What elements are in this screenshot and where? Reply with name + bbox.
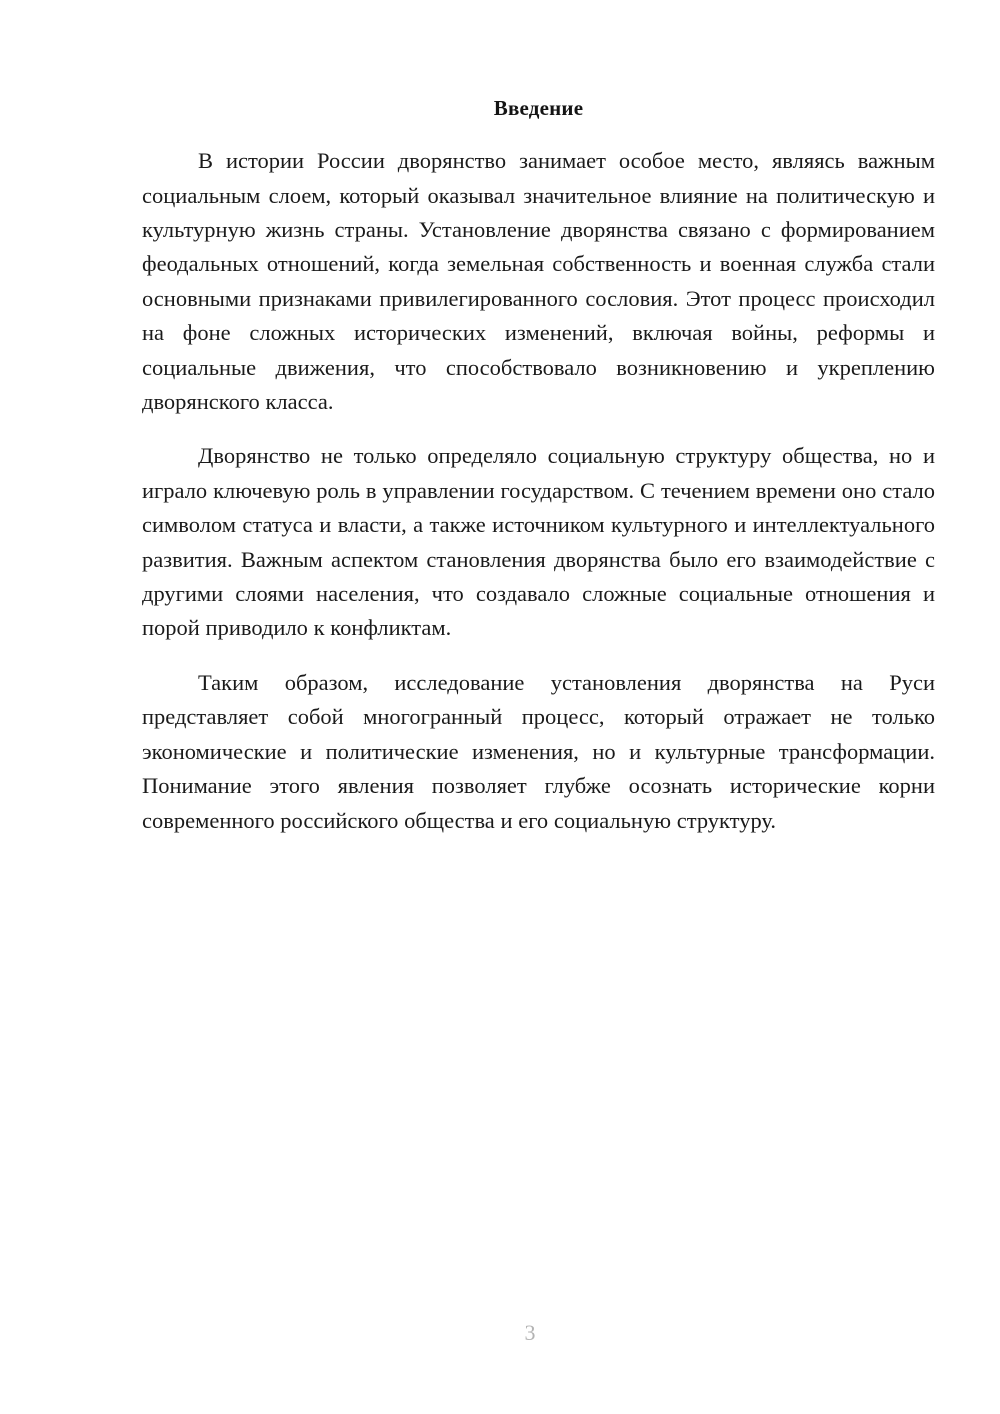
body-text bbox=[142, 144, 935, 838]
page-number: 3 bbox=[524, 1320, 536, 1345]
paragraph: В истории России дворянство занимает особое место, являясь важным социальным слоем, который оказывал значительное влияние на политическую и культурную жизнь страны. Установление дворянства связано с формированием феодальных отношений, когда земельная собственность и военная служба стали основными признаками привилегированного сословия. Этот процесс происходил на фоне сложных исторических изменений, включая войны, реформы и социальные движения, что способствовало возникновению и укреплению дворянского класса. bbox=[142, 148, 935, 415]
page-title: Введение bbox=[493, 96, 584, 120]
document-content bbox=[142, 0, 935, 838]
paragraph: Дворянство не только определяло социальную структуру общества, но и играло ключевую роль в управлении государством. С течением времени оно стало символом статуса и власти, а также источником культурного и интеллектуального развития. Важным аспектом становления дворянства было его взаимодействие с другими слоями населения, что создавало сложные социальные отношения и порой приводило к конфликтам. bbox=[142, 443, 935, 641]
paragraph: Таким образом, исследование установления дворянства на Руси представляет собой многогранный процесс, который отражает не только экономические и политические изменения, но и культурные трансформации. Понимание этого явления позволяет глубже осознать исторические корни современного российского общества и его социальную структуру. bbox=[142, 669, 935, 833]
